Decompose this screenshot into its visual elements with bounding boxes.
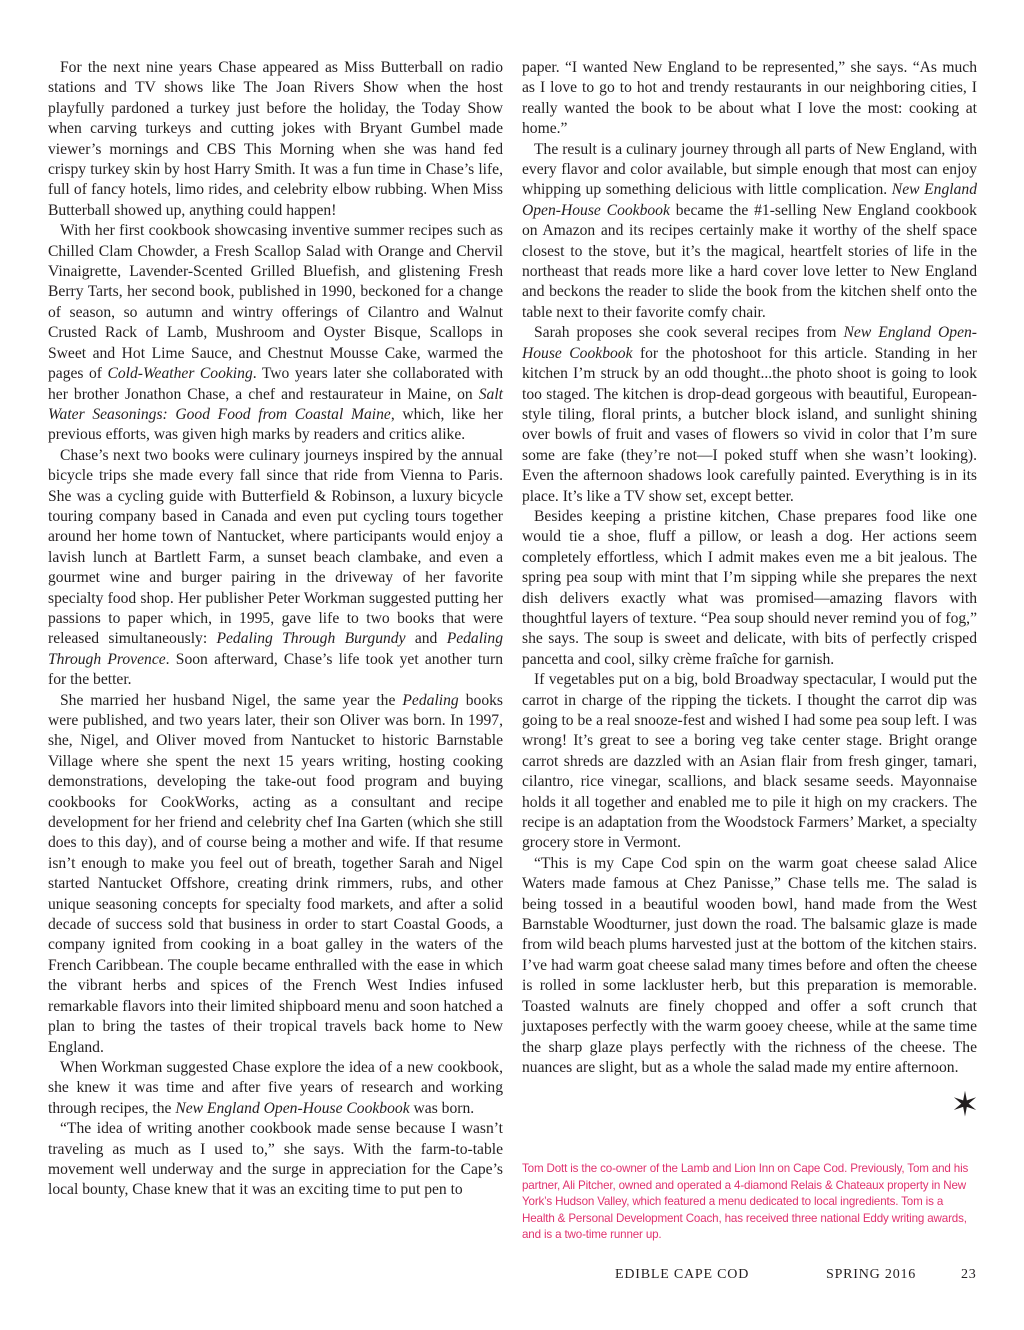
text-run: Chase’s next two books were culinary journeys inspired by the annual bicycle trips she made every fall since that ride from Vienna to Paris. She was a cycling guide with Butterfield & Robinson, a luxury bicycle touring company based in Canada and even put cycling tours together around her home town of Nantucket, where participants would enjoy a lavish lunch at Bartlett Farm, a sunset beach clambake, and even a gourmet wine and burger pairing in the driveway of her favorite specialty food shop. Her publisher Peter Workman suggested putting her passions to paper which, in 1995, gave life to two books that were released simultaneously: [48,446,503,648]
page-number: 23 [961,1267,977,1282]
book-title: New England Open-House Cookbook [522,324,977,362]
author-bio: Tom Dott is the co-owner of the Lamb and Lion Inn on Cape Cod. Previously, Tom and his partner, Ali Pitcher, owned and operated a 4-diamond Relais & Chateaux property in New York’s Hudson Valley, which featured a menu dedicated to local ingredients. Tom is a Health & Personal Development Coach, has received three national Eddy writing awards, and is a two-time runner up. [522,1162,969,1242]
book-title: New England Open-House Cookbook [175,1099,410,1117]
text-run: . Soon afterward, Chase’s life took yet another turn for the better. [48,650,503,689]
text-run: When Workman suggested Chase explore the idea of a new cookbook, she knew it was time and after five years of research and working through recipes, the [48,1058,503,1117]
paragraph: For the next nine years Chase appeared as Miss Butterball on radio stations and TV shows like The Joan Rivers Show when the host playfully pardoned a turkey just before the holiday, the Today Show when carving turkeys and cutting jokes with Bryant Gumbel made viewer’s mornings and CBS This Morning when she was hand fed crispy turkey skin by host Harry Smith. It was a fun time in Chase’s life, full of fancy hotels, limo rides, and celebrity elbow rubbing. When Miss Butterball showed up, anything could happen! [48,59,503,219]
text-run: . Two years later she collaborated with her brother Jonathon Chase, a chef and restaurateur in Maine, on [48,365,503,403]
text-run: books were published, and two years later, their son Oliver was born. In 1997, she, Nigel, and Oliver moved from Nantucket to historic Barnstable Village where she spent the next 15 years writing, hosting cooking demonstrations, developing the take-out food program and buying cookbooks for CookWorks, acting as a consultant and recipe development for her friend and celebrity chef Ina Garten (which she still does to this day), and of course being a mother and wife. If that resume isn’t enough to make you feel out of breath, together Sarah and Nigel started Nantucket Offshore, creating drink rimmers, rubs, and other unique seasoning concepts for specialty food markets, and after a solid decade of success sold that business in order to start Coastal Goods, a company ignited from cooking in a boat galley in the waters of the French Caribbean. The couple became enthralled with the ease in which the vibrant herbs and spices of the French West Indies infused remarkable flavors into their limited shipboard menu and soon hatched a plan to bring the tastes of their tropical travels back home to New England. [48,691,503,1056]
text-run: She married her husband Nigel, the same year the [60,691,403,709]
paragraph: If vegetables put on a big, bold Broadway spectacular, I would put the carrot in charge of the ripping the tickets. I thought the carrot dip was going to be a real snooze-fest and wished I had some pea soup left. I was wrong! It’s great to see a boring veg take center stage. Bright orange carrot shreds are dazzled with an Asian flair from fresh ginger, tamari, cilantro, rice vinegar, scallions, and black sesame seeds. Mayonnaise holds it all together and enabled me to pile it high on my crackers. The recipe is an adaptation from the Woodstock Farmers’ Market, a specialty grocery store in Vermont. [522,671,977,852]
paragraph [48,446,503,691]
book-title: Cold-Weather Cooking [107,365,253,383]
book-title: New England Open-House Cookbook [522,181,977,219]
text-run: was born. [409,1099,475,1117]
book-title: Pedaling Through Provence [48,630,503,668]
book-title: Pedaling Through Burgundy [216,630,406,648]
text-run: The result is a culinary journey through all parts of New England, with every flavor and color available, but simple enough that most can enjoy whipping up something delicious with little complication. [522,140,977,199]
end-of-article-star-icon: ✶ [950,1085,980,1125]
footer-issue: SPRING 2016 [826,1267,917,1282]
paragraph: Besides keeping a pristine kitchen, Chase prepares food like one would tie a shoe, fluff a pillow, or leash a dog. Her actions seem completely effortless, which I admit makes even me a bit jealous. The spring pea soup with mint that I’m sipping while she prepares the next dish delivers exactly what was promised—amazing flavors with thoughtful layers of texture. “Pea soup should never remind you of fog,” she says. The soup is sweet and delicate, with bits of perfectly crisped pancetta and cool, silky crème fraîche for garnish. [522,507,977,668]
paragraph [48,221,503,445]
text-run: became the #1-selling New England cookbook on Amazon and its recipes certainly make it worthy of the shelf space closest to the stove, but it’s the magical, heartfelt stories of life in the northeast that reads more like a hard cover love letter to New England and beckons the reader to slide the book from the kitchen shelf onto the table next to their favorite comfy chair. [522,201,977,321]
right-column [522,58,977,1078]
text-run: Sarah proposes she cook several recipes from [534,324,844,342]
book-title: Salt Water Seasonings: Good Food from Coastal Maine [48,385,503,423]
text-run: and [405,630,447,648]
footer-publication: EDIBLE CAPE COD [615,1267,750,1282]
paragraph [522,323,977,507]
left-column [48,58,503,1201]
paragraph: paper. “I wanted New England to be represented,” she says. “As much as I love to go to hot and trendy restaurants in our neighboring cities, I really wanted the book to be about what I love the most: cooking at home.” [522,59,977,138]
text-run: With her first cookbook showcasing inventive summer recipes such as Chilled Clam Chowder, a Fresh Scallop Salad with Orange and Chervil Vinaigrette, Lavender-Scented Grilled Bluefish, and glistening Fresh Berry Tarts, her second book, published in 1990, beckoned for a change of season, so autumn and wintry offerings of Cilantro and Walnut Crusted Rack of Lamb, Mushroom and Oyster Bisque, Scallops in Sweet and Hot Lime Sauce, and Chestnut Mousse Cake, warmed the pages of [48,222,503,383]
paragraph [48,1058,503,1119]
paragraph [522,140,977,324]
text-run: for the photoshoot for this article. Standing in her kitchen I’m struck by an odd thought...the photo shoot is going to look too staged. The kitchen is drop-dead gorgeous with beautiful, European-style tiling, floral prints, a butcher block island, and sunlight shining over bowls of fruit and vases of flowers so vivid in color that I’m sure some are fake (they’re not—I poked stuff when she wasn’t looking). Even the afternoon shadows look carefully painted. Everything is in its place. It’s like a TV show set, except better. [522,344,977,505]
paragraph: “This is my Cape Cod spin on the warm goat cheese salad Alice Waters made famous at Chez Panisse,” Chase tells me. The salad is being tossed in a beautiful wooden bowl, hand made from the West Barnstable Woodturner, just down the road. The balsamic glaze is made from wild beach plums harvested just at the bottom of the kitchen stairs. I’ve had warm goat cheese salad many times before and often the cheese is rolled in some lackluster herb, but this preparation is memorable. Toasted walnuts are finely chopped and offer a soft crunch that juxtaposes perfectly with the warm gooey cheese, while at the same time the sharp glaze plays perfectly with the richness of the cheese. The nuances are slight, but as a whole the salad made my entire afternoon. [522,854,977,1076]
paragraph: “The idea of writing another cookbook made sense because I wasn’t traveling as much as I used to,” she says. With the farm-to-table movement well underway and the surge in appreciation for the Cape’s local bounty, Chase knew that it was an exciting time to put pen to [48,1120,503,1199]
paragraph [48,691,503,1058]
book-title: Pedaling [402,691,459,709]
text-run: , which, like her previous efforts, was given high marks by readers and critics alike. [48,405,503,444]
